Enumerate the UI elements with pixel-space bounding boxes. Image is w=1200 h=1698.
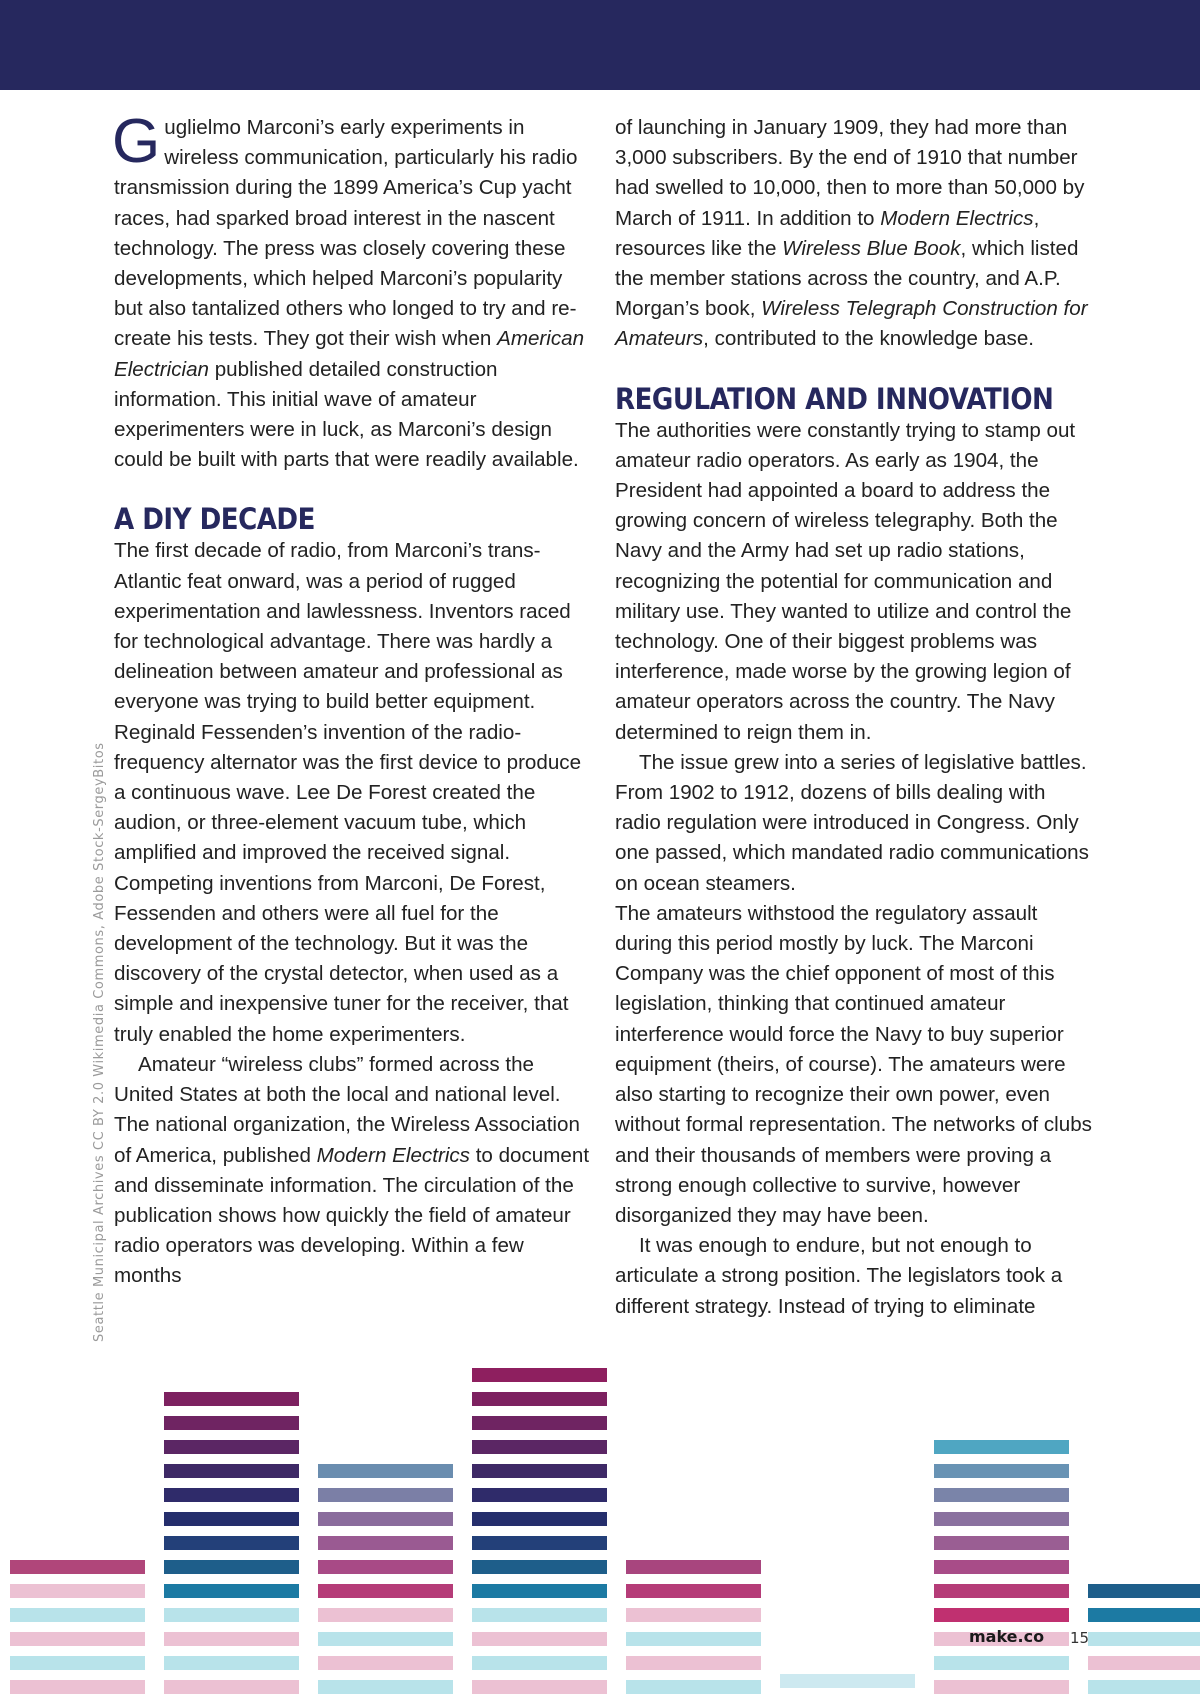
continuation-paragraph: of launching in January 1909, they had more than 3,000 subscribers. By the end of 1910 that number had swelled to 10,000, then to more than 50,000 by March of 1911. In addition to Modern Electrics, resources like the Wireless Blue Book, which listed the member stations across the country, and A.P. Morgan’s book, Wireless Telegraph Construction for Amateurs, contributed to the knowledge base. bbox=[615, 116, 1088, 351]
equalizer-bar bbox=[164, 1440, 299, 1454]
equalizer-bar bbox=[164, 1632, 299, 1646]
equalizer-bar bbox=[318, 1560, 453, 1574]
equalizer-bar bbox=[10, 1632, 145, 1646]
equalizer-bar bbox=[934, 1464, 1069, 1478]
equalizer-bar bbox=[472, 1632, 607, 1646]
equalizer-bar bbox=[934, 1440, 1069, 1454]
equalizer-bar bbox=[318, 1464, 453, 1478]
equalizer-bar bbox=[1088, 1656, 1200, 1670]
equalizer-bar bbox=[472, 1608, 607, 1622]
equalizer-bar bbox=[934, 1536, 1069, 1550]
equalizer-bar bbox=[164, 1584, 299, 1598]
equalizer-bar bbox=[164, 1608, 299, 1622]
equalizer-bar bbox=[780, 1674, 915, 1688]
equalizer-bar bbox=[164, 1392, 299, 1406]
equalizer-bar bbox=[10, 1680, 145, 1694]
equalizer-bar bbox=[10, 1560, 145, 1574]
equalizer-bar bbox=[472, 1440, 607, 1454]
equalizer-bar bbox=[318, 1632, 453, 1646]
equalizer-bar bbox=[10, 1656, 145, 1670]
equalizer-bar bbox=[472, 1392, 607, 1406]
equalizer-bar bbox=[318, 1584, 453, 1598]
paragraph: It was enough to endure, but not enough to articulate a strong position. The legislators took a different strategy. Instead of trying to eliminate bbox=[615, 1234, 1063, 1318]
equalizer-bar bbox=[934, 1656, 1069, 1670]
paragraph: The first decade of radio, from Marconi’s trans-Atlantic feat onward, was a period of rugged experimentation and lawlessness. Inventors raced for technological advantage. There was hardly a delineation between amateur and professional as everyone was trying to build better equipment. Reginald Fessenden’s invention of the radio-frequency alternator was the first device to produce a continuous wave. Lee De Forest created the audion, or three-element vacuum tube, which amplified and improved the received signal. Competing inventions from Marconi, De Forest, Fessenden and others were all fuel for the development of the technology. But it was the discovery of the crystal detector, when used as a simple and inexpensive tuner for the receiver, that truly enabled the home experimenters. bbox=[114, 539, 582, 1046]
equalizer-bar bbox=[472, 1464, 607, 1478]
equalizer-bar bbox=[1088, 1632, 1200, 1646]
equalizer-bar bbox=[472, 1368, 607, 1382]
equalizer-bar bbox=[164, 1464, 299, 1478]
paragraph: Amateur “wireless clubs” formed across the United States at both the local and national level. The national organization, the Wireless Association of America, published Modern Electrics to document and disseminate information. The circulation of the publication shows how quickly the field of amateur radio operators was developing. Within a few months bbox=[114, 1052, 590, 1288]
equalizer-bar bbox=[472, 1584, 607, 1598]
equalizer-bar bbox=[318, 1488, 453, 1502]
equalizer-bar bbox=[318, 1608, 453, 1622]
photo-credit: Seattle Municipal Archives CC BY 2.0 Wikimedia Commons, Adobe Stock-SergeyBitos bbox=[92, 742, 107, 1342]
paragraph: The amateurs withstood the regulatory assault during this period mostly by luck. The Marconi Company was the chief opponent of most of this legislation, thinking that continued amateur interference would force the Navy to buy superior equipment (theirs, of course). The amateurs were also starting to recognize their own power, even without formal representation. The networks of clubs and their thousands of members were proving a strong enough collective to survive, however disorganized they may have been. bbox=[615, 901, 1092, 1227]
equalizer-bar bbox=[934, 1608, 1069, 1622]
drop-cap: G bbox=[112, 107, 161, 176]
equalizer-bar bbox=[1088, 1608, 1200, 1622]
equalizer-bar bbox=[1088, 1680, 1200, 1694]
equalizer-bar bbox=[626, 1608, 761, 1622]
equalizer-bar bbox=[164, 1656, 299, 1670]
equalizer-bar bbox=[626, 1584, 761, 1598]
equalizer-bar bbox=[318, 1656, 453, 1670]
paragraph: The issue grew into a series of legislative battles. From 1902 to 1912, dozens of bills dealing with radio regulation were introduced in Congress. Only one passed, which mandated radio communications on ocean steamers. bbox=[615, 750, 1089, 895]
equalizer-bar bbox=[1088, 1584, 1200, 1598]
page-number: 15 bbox=[1070, 1629, 1090, 1647]
equalizer-bar bbox=[472, 1680, 607, 1694]
equalizer-bar bbox=[626, 1632, 761, 1646]
equalizer-bar bbox=[934, 1488, 1069, 1502]
equalizer-bar bbox=[626, 1560, 761, 1574]
section-heading-diy-decade: A DIY DECADE bbox=[114, 502, 315, 537]
equalizer-bar bbox=[10, 1608, 145, 1622]
equalizer-bar bbox=[472, 1488, 607, 1502]
equalizer-bar bbox=[318, 1512, 453, 1526]
equalizer-bar bbox=[164, 1536, 299, 1550]
equalizer-bar bbox=[164, 1680, 299, 1694]
equalizer-bar bbox=[318, 1680, 453, 1694]
equalizer-bar bbox=[472, 1656, 607, 1670]
equalizer-bar bbox=[934, 1680, 1069, 1694]
equalizer-bar bbox=[472, 1416, 607, 1430]
equalizer-bar bbox=[164, 1488, 299, 1502]
equalizer-bar bbox=[626, 1656, 761, 1670]
equalizer-bar bbox=[164, 1416, 299, 1430]
equalizer-bar bbox=[934, 1584, 1069, 1598]
equalizer-bar bbox=[934, 1560, 1069, 1574]
equalizer-bar bbox=[164, 1560, 299, 1574]
section-heading-regulation: REGULATION AND INNOVATION bbox=[615, 381, 1054, 416]
equalizer-bar bbox=[10, 1584, 145, 1598]
paragraph: The authorities were constantly trying to stamp out amateur radio operators. As early as 1904, the President had appointed a board to address the growing concern of wireless telegraphy. Both the Navy and the Army had set up radio stations, recognizing the potential for communication and military use. They wanted to utilize and control the technology. One of their biggest problems was interference, made worse by the growing legion of amateur operators across the country. The Navy determined to reign them in. bbox=[615, 418, 1076, 744]
equalizer-bar bbox=[472, 1536, 607, 1550]
equalizer-bar bbox=[164, 1512, 299, 1526]
equalizer-bar bbox=[472, 1560, 607, 1574]
equalizer-bar bbox=[472, 1512, 607, 1526]
equalizer-bar bbox=[934, 1512, 1069, 1526]
equalizer-bar bbox=[318, 1536, 453, 1550]
equalizer-bar bbox=[626, 1680, 761, 1694]
intro-paragraph: Guglielmo Marconi’s early experiments in wireless communication, particularly his radio transmission during the 1899 America’s Cup yacht races, had sparked broad interest in the nascent technology. The press was closely covering these developments, which helped Marconi’s popularity but also tantalized others who longed to try and re-create his tests. They got their wish when American Electrician published detailed construction information. This initial wave of amateur experimenters were in luck, as Marconi’s design could be built with parts that were readily available. bbox=[112, 107, 585, 472]
footer-site: make.co bbox=[969, 1627, 1045, 1646]
